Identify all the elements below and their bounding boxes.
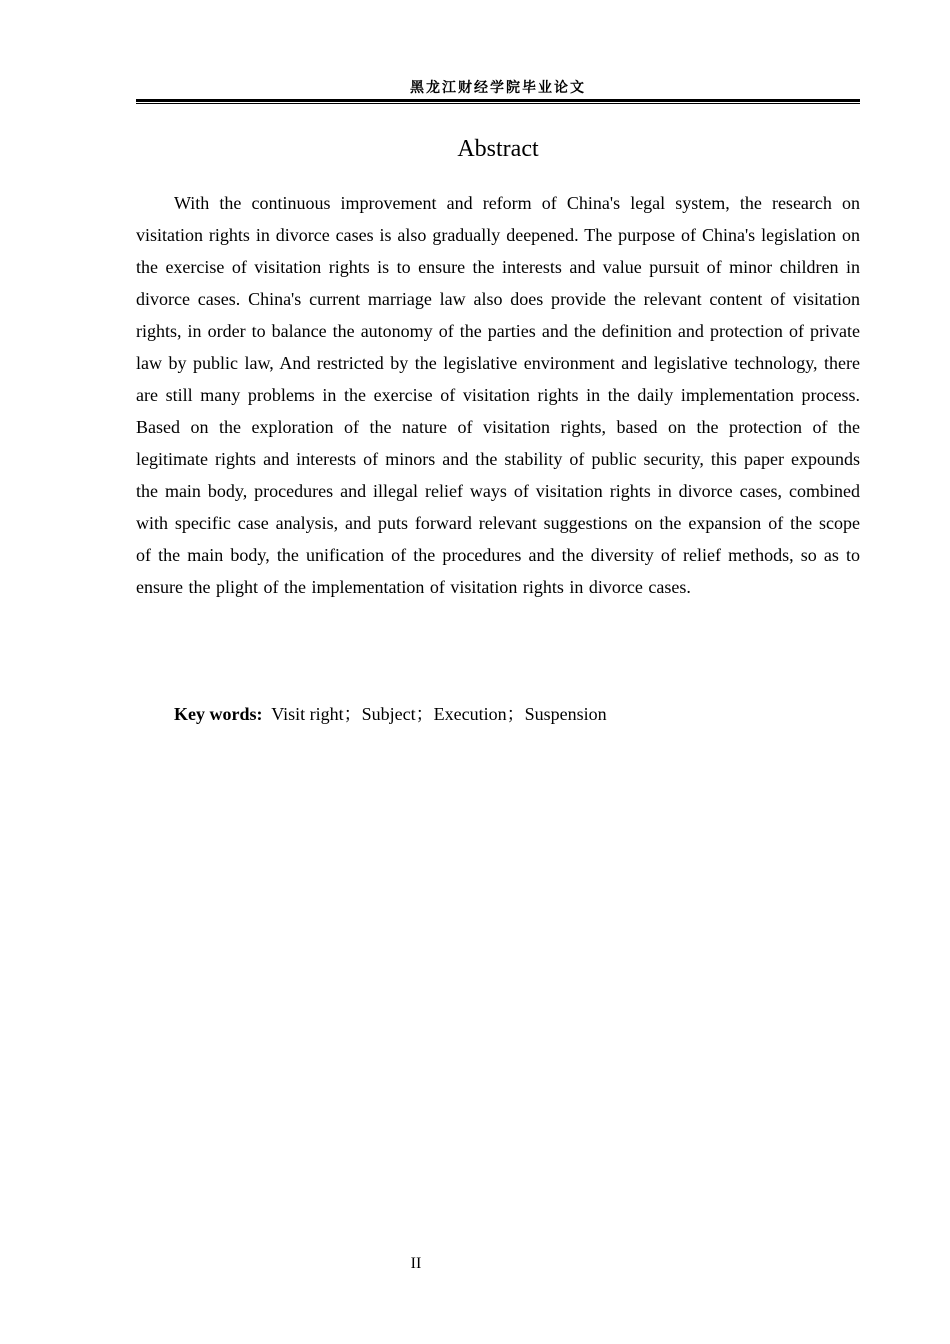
abstract-body: With the continuous improvement and reform of China's legal system, the research on visitation rights in divorce cases is also gradually deepened. The purpose of China's legislation on the exercise of visitation rights is to ensure the interests and value pursuit of minor children in divorce cases. China's current marriage law also does provide the relevant content of visitation rights, in order to balance the autonomy of the parties and the definition and protection of private law by public law, And restricted by the legislative environment and legislative technology, there are still many problems in the exercise of visitation rights in the daily implementation process. Based on the exploration of the nature of visitation rights, based on the protection of the legitimate rights and interests of minors and the stability of public security, this paper expounds the main body, procedures and illegal relief ways of visitation rights in divorce cases, combined with specific case analysis, and puts forward relevant suggestions on the expansion of the scope of the main body, the unification of the procedures and the diversity of relief methods, so as to ensure the plight of the implementation of visitation rights in divorce cases. — [136, 193, 860, 597]
abstract-title: Abstract — [457, 136, 539, 162]
page-number: II — [410, 1255, 422, 1272]
header-rule-thick — [136, 99, 860, 102]
keywords-line — [174, 698, 860, 730]
running-header: 黑龙江财经学院毕业论文 — [410, 80, 586, 96]
keywords-label: Key words: — [174, 704, 263, 724]
keywords-value: Visit right；Subject；Execution；Suspension — [271, 704, 607, 724]
header-rule-thin — [136, 103, 860, 104]
